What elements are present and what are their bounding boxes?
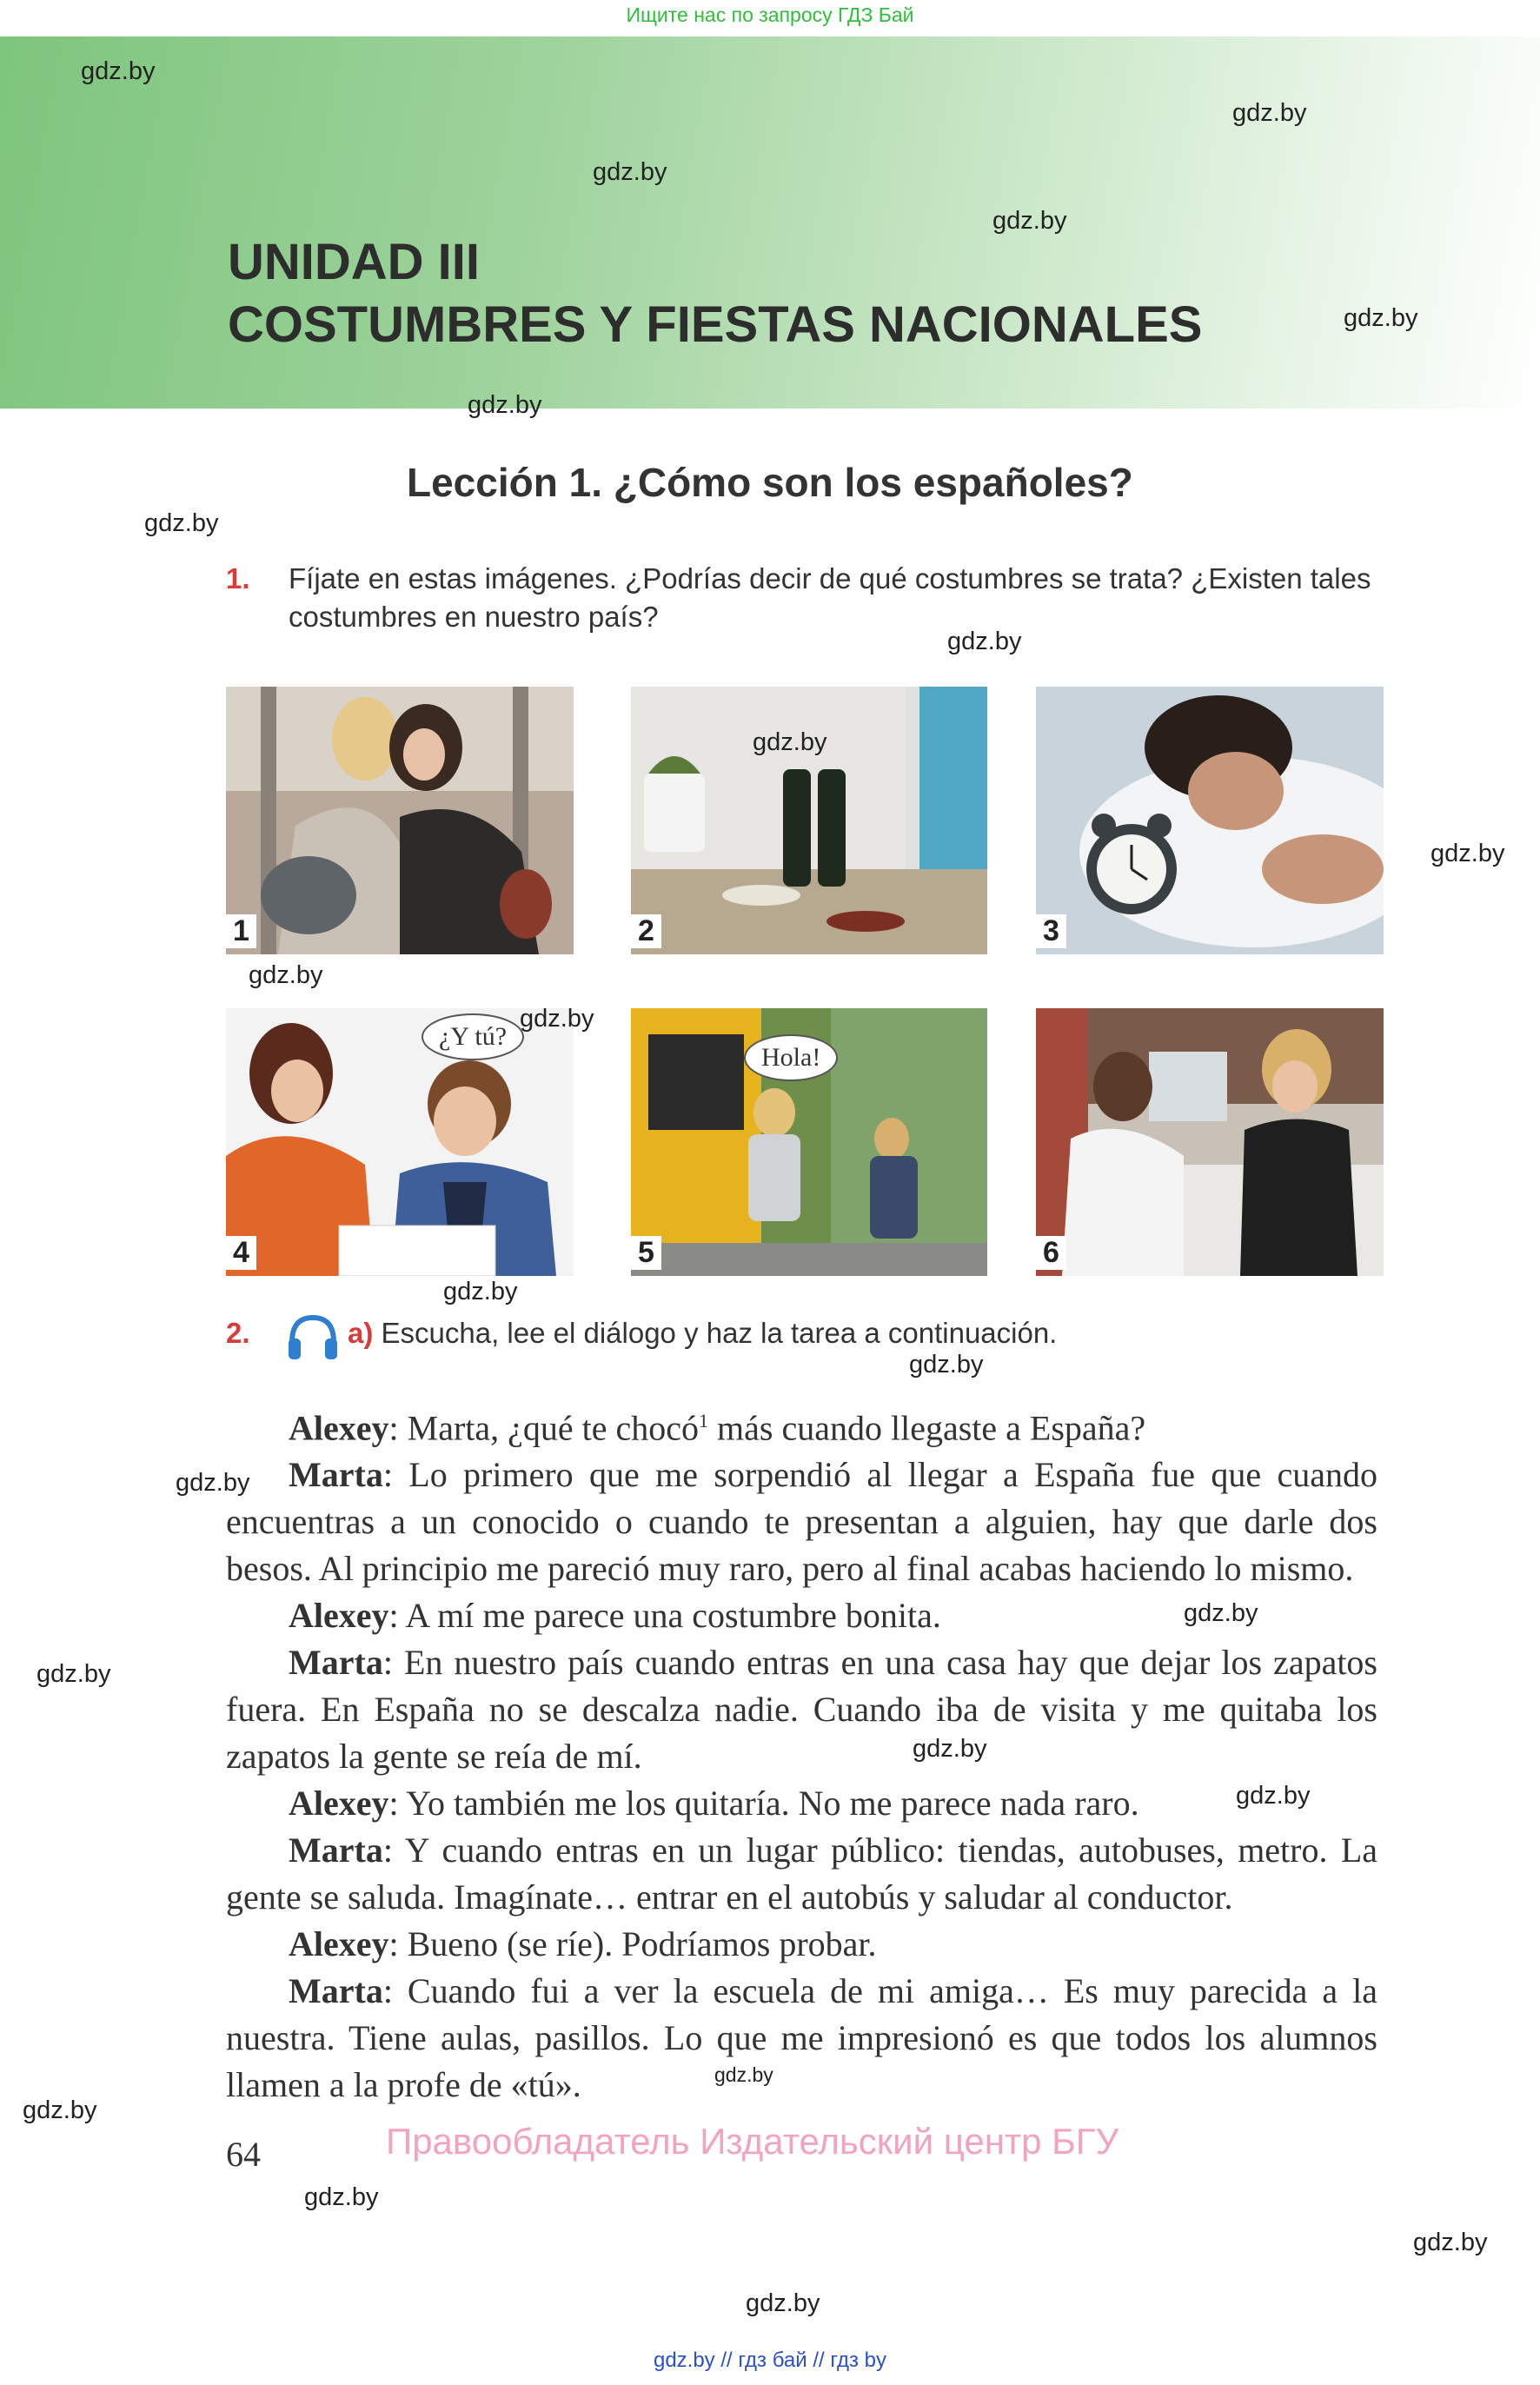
photo-4-number: 4 xyxy=(226,1236,256,1270)
photo-shop-cashier-image xyxy=(1036,1008,1384,1276)
watermark: gdz.by xyxy=(81,57,156,85)
task-2-part: a) xyxy=(348,1317,374,1349)
dialog-text: más cuando llegaste a España? xyxy=(708,1408,1146,1448)
bottom-links[interactable]: gdz.by // гдз бай // гдз by xyxy=(653,2348,887,2372)
watermark: gdz.by xyxy=(37,1660,111,1688)
watermark: gdz.by xyxy=(593,158,667,186)
photo-teacher-boy xyxy=(226,1008,574,1276)
unit-number: UNIDAD III xyxy=(228,234,480,290)
dialog-text: : Y cuando entras en un lugar público: tiendas, autobuses, metro. La gente se saluda. Imagínate… entrar en el autobús y saludar al conductor. xyxy=(226,1830,1377,1917)
photo-teacher-boy-image xyxy=(226,1008,574,1276)
dialog-line xyxy=(226,1398,1377,1452)
footnote-marker: 1 xyxy=(699,1410,709,1432)
speech-bubble-hola: Hola! xyxy=(744,1034,838,1081)
photo-school-bus xyxy=(631,1008,987,1276)
watermark: gdz.by xyxy=(520,1005,594,1033)
top-search-link[interactable]: Ищите нас по запросу ГДЗ Бай xyxy=(626,3,914,26)
watermark: gdz.by xyxy=(746,2289,820,2317)
task-1 xyxy=(226,560,1382,636)
speaker-name: Alexey xyxy=(289,1408,389,1448)
photo-greeting-kiss-image xyxy=(226,687,574,954)
copyright-notice: Правообладатель Издательский центр БГУ xyxy=(386,2121,1119,2162)
watermark: gdz.by xyxy=(1430,840,1505,867)
speaker-name: Alexey xyxy=(289,1784,389,1824)
speaker-name: Marta xyxy=(289,1455,383,1495)
watermark: gdz.by xyxy=(909,1351,984,1379)
dialog-line xyxy=(226,1452,1377,1592)
task-1-text: Fíjate en estas imágenes. ¿Podrías decir de qué costumbres se trata? ¿Existen tales costumbres en nuestro país? xyxy=(289,562,1371,633)
dialog-line xyxy=(226,1780,1377,1827)
dialog-text: : Cuando fui a ver la escuela de mi amiga… Es muy parecida a la nuestra. Tiene aulas, pasillos. Lo que me impresionó es que todos los alumnos llamen a la profe de «tú». xyxy=(226,1971,1377,2105)
dialog-text: : Marta, ¿qué te chocó xyxy=(388,1408,700,1448)
task-2-text: Escucha, lee el diálogo y haz la tarea a continuación. xyxy=(381,1317,1058,1349)
photo-sleeping-alarm-image xyxy=(1036,687,1384,954)
speaker-name: Marta xyxy=(289,1971,383,2011)
watermark: gdz.by xyxy=(304,2183,379,2211)
task-2-line xyxy=(348,1314,1057,1352)
watermark: gdz.by xyxy=(992,207,1067,235)
speech-bubble-y-tu: ¿Y tú? xyxy=(422,1013,524,1060)
watermark: gdz.by xyxy=(443,1278,518,1305)
watermark: gdz.by xyxy=(176,1469,250,1497)
photo-shoes-door xyxy=(631,687,987,954)
watermark: gdz.by xyxy=(1184,1599,1258,1627)
watermark: gdz.by xyxy=(468,391,542,419)
watermark: gdz.by xyxy=(947,628,1022,655)
unit-name: COSTUMBRES Y FIESTAS NACIONALES xyxy=(228,296,1203,353)
photo-shop-cashier xyxy=(1036,1008,1384,1276)
speaker-name: Alexey xyxy=(289,1924,389,1964)
photo-5-number: 5 xyxy=(631,1236,661,1270)
task-2-number: 2. xyxy=(226,1317,250,1349)
watermark: gdz.by xyxy=(913,1735,987,1763)
dialog-line xyxy=(226,1639,1377,1780)
unit-title xyxy=(228,231,1202,356)
watermark: gdz.by xyxy=(23,2096,97,2124)
photo-2-number: 2 xyxy=(631,914,661,948)
photo-greeting-kiss xyxy=(226,687,574,954)
watermark: gdz.by xyxy=(753,728,827,756)
photo-shoes-door-image xyxy=(631,687,987,954)
speaker-name: Marta xyxy=(289,1830,383,1870)
dialog-line xyxy=(226,1968,1377,2109)
dialog-line xyxy=(226,1921,1377,1968)
dialog-text: : Bueno (se ríe). Podríamos probar. xyxy=(388,1924,877,1964)
headphones-icon[interactable] xyxy=(287,1312,339,1361)
watermark: gdz.by xyxy=(1236,1782,1311,1810)
photo-sleeping-alarm xyxy=(1036,687,1384,954)
watermark: gdz.by xyxy=(1344,304,1418,332)
task-1-number: 1. xyxy=(226,562,250,595)
photo-3-number: 3 xyxy=(1036,914,1066,948)
page-number: 64 xyxy=(226,2135,261,2174)
watermark: gdz.by xyxy=(1413,2229,1488,2256)
watermark: gdz.by xyxy=(249,961,323,989)
photo-1-number: 1 xyxy=(226,914,256,948)
dialog-line xyxy=(226,1827,1377,1921)
dialog xyxy=(226,1398,1377,2109)
watermark: gdz.by xyxy=(144,509,219,537)
dialog-text: : Lo primero que me sorpendió al llegar a España fue que cuando encuentras a un conocido o cuando te presentan a alguien, hay que darle dos besos. Al principio me pareció muy raro, pero al final acabas haciendo lo mismo. xyxy=(226,1455,1377,1589)
speaker-name: Alexey xyxy=(289,1596,389,1636)
watermark: gdz.by xyxy=(1232,99,1307,127)
dialog-text: : A mí me parece una costumbre bonita. xyxy=(388,1596,941,1636)
dialog-text: : Yo también me los quitaría. No me parece nada raro. xyxy=(388,1784,1139,1824)
speaker-name: Marta xyxy=(289,1643,383,1683)
dialog-text: : En nuestro país cuando entras en una casa hay que dejar los zapatos fuera. En España no se descalza nadie. Cuando iba de visita y me quitaba los zapatos la gente se reía de mí. xyxy=(226,1643,1377,1777)
photo-6-number: 6 xyxy=(1036,1236,1066,1270)
lesson-title: Lección 1. ¿Cómo son los españoles? xyxy=(407,460,1133,505)
watermark: gdz.by xyxy=(714,2063,773,2086)
